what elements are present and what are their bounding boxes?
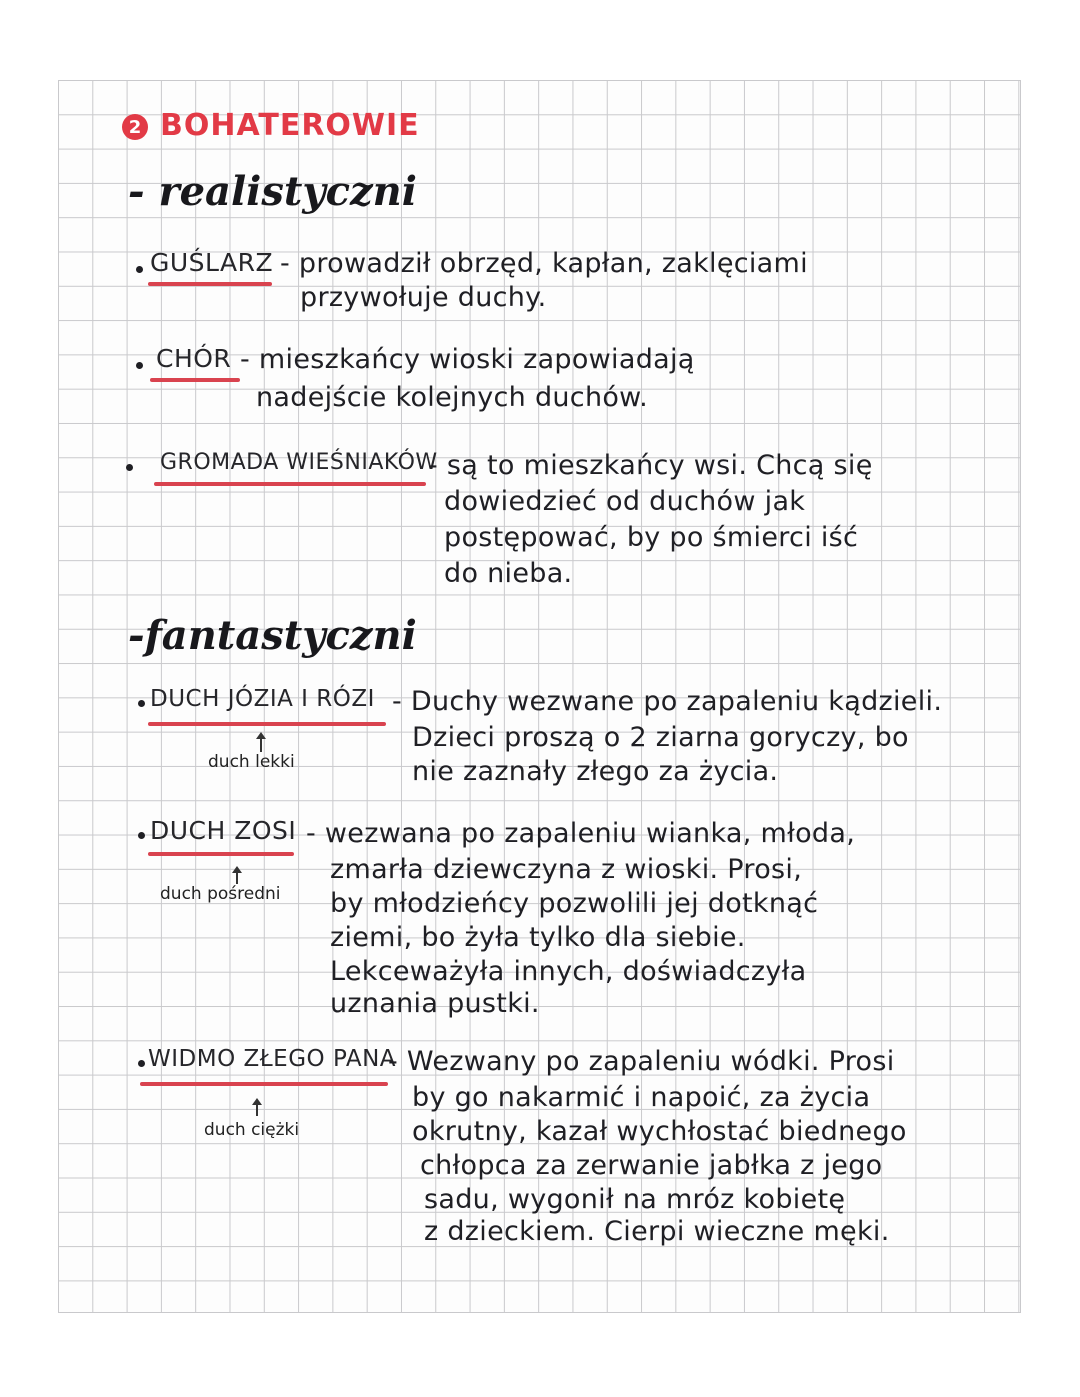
name-underline <box>148 852 294 856</box>
character-name-duch-zosi: DUCH ZOSI <box>150 816 297 845</box>
character-name-widmo-zlego-pana: WIDMO ZŁEGO PANA <box>148 1046 397 1072</box>
character-name-chor: CHÓR <box>156 344 232 373</box>
bullet <box>126 464 133 471</box>
description-line: przywołuje duchy. <box>300 282 547 313</box>
section-title: BOHATEROWIE <box>160 108 420 143</box>
section-number-badge <box>122 114 148 140</box>
bullet <box>138 700 145 707</box>
description-line: Lekceważyła innych, doświadczyła <box>330 956 807 987</box>
name-underline <box>150 378 240 382</box>
description-line: by go nakarmić i napoić, za życia <box>412 1082 871 1113</box>
name-underline <box>148 282 272 286</box>
description-line: nadejście kolejnych duchów. <box>256 382 648 413</box>
description-line: z dzieckiem. Cierpi wieczne męki. <box>424 1216 890 1247</box>
character-name-duch-jozia-i-rozi: DUCH JÓZIA I RÓZI <box>150 686 375 712</box>
description-line: by młodzieńcy pozwolili jej dotknąć <box>330 888 819 919</box>
description-line: dowiedzieć od duchów jak <box>444 486 806 517</box>
spirit-type-note: duch ciężki <box>204 1120 300 1140</box>
arrow-up-icon <box>236 872 238 884</box>
description-line: - Duchy wezwane po zapaleniu kądzieli. <box>392 686 943 717</box>
description-line: nie zaznały złego za życia. <box>412 756 779 787</box>
description-line: zmarła dziewczyna z wioski. Prosi, <box>330 854 803 885</box>
name-underline <box>140 1082 388 1086</box>
category-realistic: - realistyczni <box>128 168 417 215</box>
description-line: - prowadził obrzęd, kapłan, zaklęciami <box>280 248 808 279</box>
bullet <box>138 1060 145 1067</box>
description-line: ziemi, bo żyła tylko dla siebie. <box>330 922 746 953</box>
description-line: uznania pustki. <box>330 988 540 1019</box>
bullet <box>136 266 143 273</box>
description-line: postępować, by po śmierci iść <box>444 522 859 553</box>
description-line: sadu, wygonił na mróz kobietę <box>424 1184 846 1215</box>
category-fantastic: -fantastyczni <box>128 612 417 659</box>
description-line: - wezwana po zapaleniu wianka, młoda, <box>306 818 856 849</box>
description-line: - Wezwany po zapaleniu wódki. Prosi <box>388 1046 895 1077</box>
description-line: do nieba. <box>444 558 573 589</box>
name-underline <box>154 482 426 486</box>
spirit-type-note: duch pośredni <box>160 884 281 904</box>
description-line: chłopca za zerwanie jabłka z jego <box>420 1150 883 1181</box>
description-line: okrutny, kazał wychłostać biednego <box>412 1116 907 1147</box>
arrow-up-icon <box>260 738 262 752</box>
bullet <box>136 362 143 369</box>
character-name-guslarz: GUŚLARZ <box>150 248 274 277</box>
description-line: - są to mieszkańcy wsi. Chcą się <box>428 450 873 481</box>
description-line: Dzieci proszą o 2 ziarna goryczy, bo <box>412 722 909 753</box>
description-line: - mieszkańcy wioski zapowiadają <box>240 344 695 375</box>
bullet <box>138 832 145 839</box>
arrow-up-icon <box>256 1104 258 1116</box>
character-name-gromada: GROMADA WIEŚNIAKÓW <box>160 450 438 475</box>
section-number: 2 <box>128 116 142 138</box>
name-underline <box>148 722 386 726</box>
spirit-type-note: duch lekki <box>208 752 295 772</box>
